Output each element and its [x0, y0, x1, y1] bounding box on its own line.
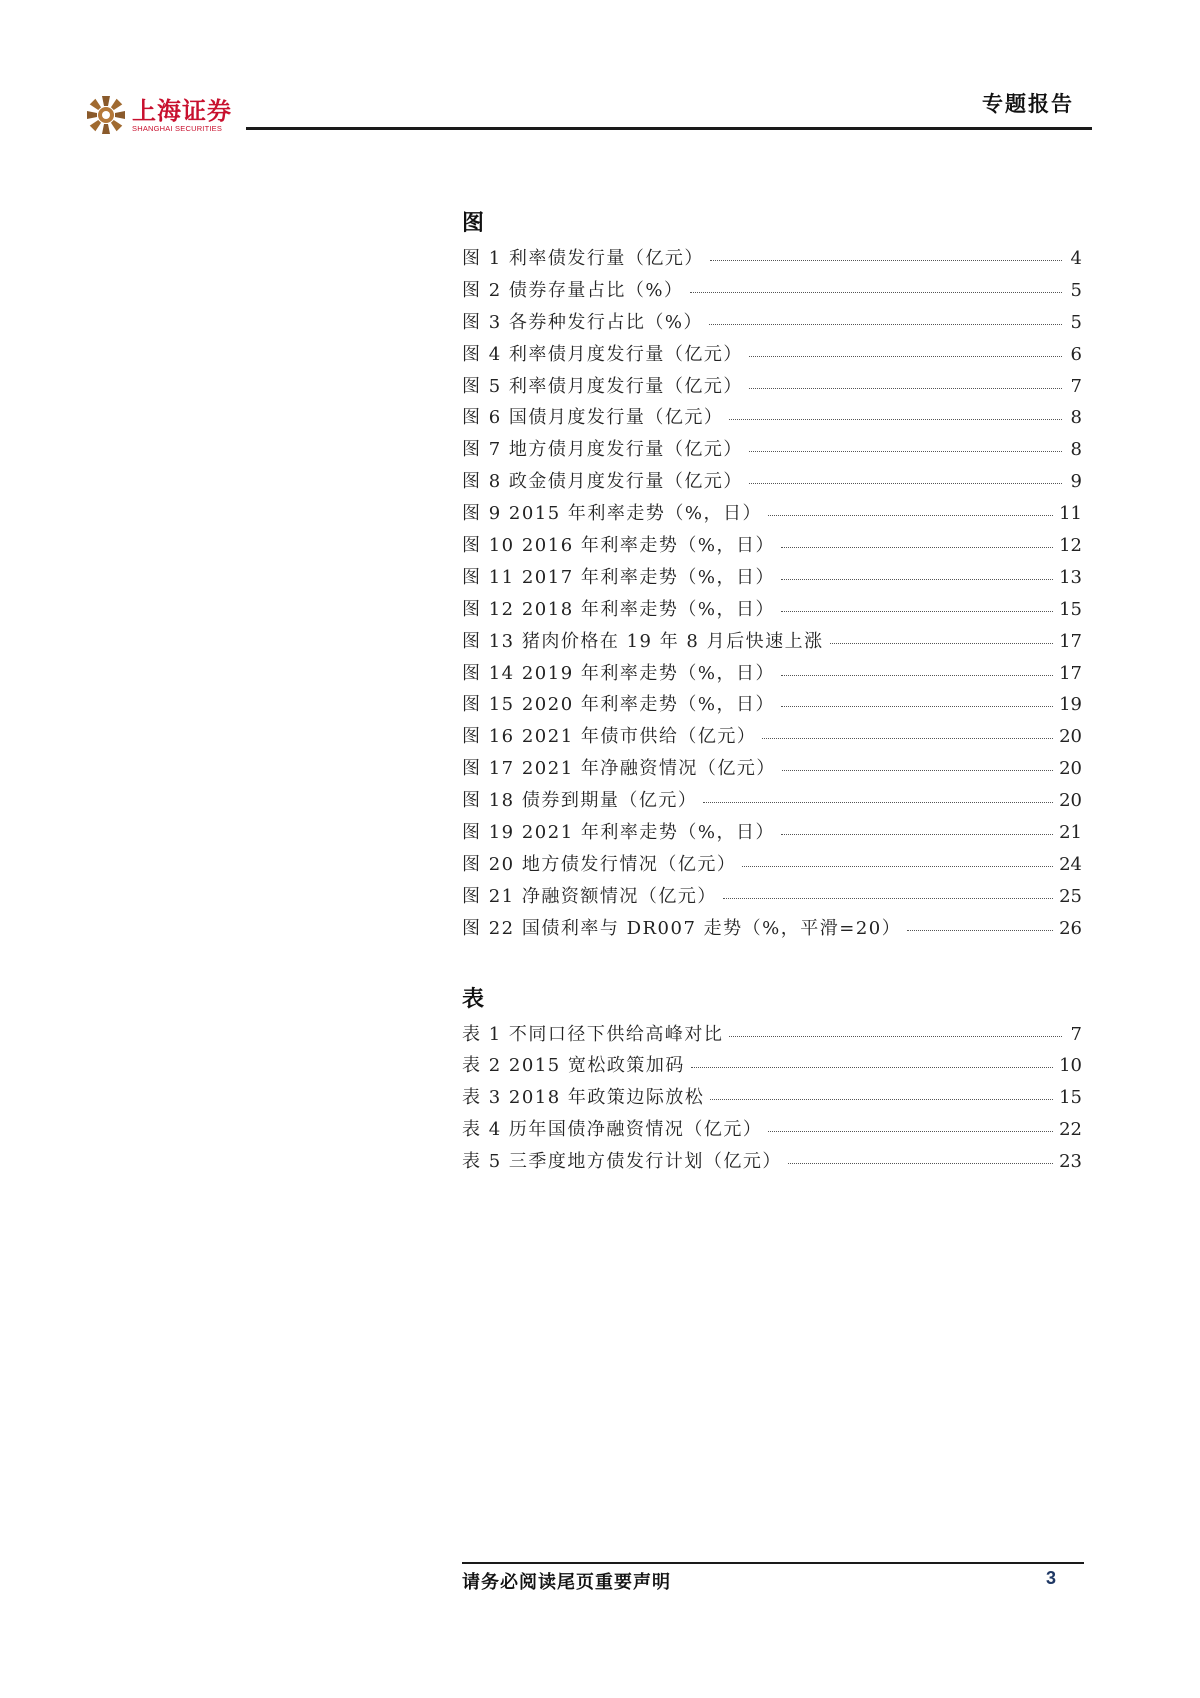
figure-toc-entry-page: 17 — [1059, 662, 1082, 684]
figure-toc-entry[interactable] — [462, 785, 1082, 817]
figure-toc-entry[interactable] — [462, 466, 1082, 498]
logo-chinese-name: 上海证券 — [132, 96, 232, 125]
figure-toc-entry-label: 图 3 各券种发行占比（%） — [462, 311, 703, 333]
footer-disclaimer: 请务必阅读尾页重要声明 — [462, 1572, 671, 1593]
figure-toc-entry-page: 21 — [1059, 822, 1082, 844]
figure-toc-entry-label: 图 11 2017 年利率走势（%，日） — [462, 566, 775, 588]
figure-toc-entry-page: 17 — [1059, 630, 1082, 652]
dot-leader — [768, 515, 1053, 516]
table-of-contents — [462, 205, 1082, 1178]
dot-leader — [749, 356, 1062, 357]
figure-toc-entry-page: 4 — [1070, 248, 1082, 269]
figure-toc-entry-page: 24 — [1059, 853, 1082, 875]
figure-toc-entry-page: 8 — [1070, 407, 1082, 429]
dot-leader — [690, 292, 1063, 293]
figure-toc-entry-label: 图 7 地方债月度发行量（亿元） — [462, 439, 743, 461]
figure-toc-entry-page: 12 — [1059, 535, 1082, 557]
dot-leader — [749, 451, 1062, 452]
table-toc-entry-page: 15 — [1059, 1087, 1082, 1109]
dot-leader — [781, 611, 1053, 612]
figure-toc-entry-label: 图 9 2015 年利率走势（%，日） — [462, 503, 763, 525]
figure-toc-entry-label: 图 18 债券到期量（亿元） — [462, 790, 698, 812]
dot-leader — [749, 483, 1062, 484]
figure-toc-entry-page: 26 — [1059, 917, 1082, 939]
dot-leader — [710, 1099, 1053, 1100]
figure-toc-entry-label: 图 19 2021 年利率走势（%，日） — [462, 822, 775, 844]
dot-leader — [729, 419, 1062, 420]
dot-leader — [710, 260, 1062, 261]
dot-leader — [723, 898, 1053, 899]
tables-section-title: 表 — [462, 986, 485, 1012]
table-toc-entry-label: 表 5 三季度地方债发行计划（亿元） — [462, 1151, 782, 1173]
table-toc-entry[interactable] — [462, 1146, 1082, 1178]
figure-toc-entry-label: 图 2 债券存量占比（%） — [462, 279, 684, 301]
dot-leader — [781, 675, 1053, 676]
table-toc-entry-page: 23 — [1059, 1151, 1082, 1173]
dot-leader — [781, 706, 1053, 707]
figure-toc-entry[interactable] — [462, 689, 1082, 721]
page-header — [0, 0, 1200, 140]
figure-toc-entry[interactable] — [462, 307, 1082, 339]
figure-toc-entry[interactable] — [462, 530, 1082, 562]
header-divider — [246, 127, 1092, 130]
figure-toc-entry-label: 图 16 2021 年债市供给（亿元） — [462, 726, 757, 748]
figure-toc-entry-label: 图 17 2021 年净融资情况（亿元） — [462, 758, 776, 780]
table-toc-entry-label: 表 4 历年国债净融资情况（亿元） — [462, 1119, 763, 1141]
figures-section-title: 图 — [462, 211, 485, 236]
figure-toc-entry[interactable] — [462, 562, 1082, 594]
figure-toc-entry-label: 图 5 利率债月度发行量（亿元） — [462, 375, 743, 397]
report-type-label: 专题报告 — [982, 92, 1074, 116]
figure-toc-entry-page: 5 — [1070, 311, 1082, 333]
figure-toc-entry[interactable] — [462, 817, 1082, 849]
figure-toc-entry[interactable] — [462, 371, 1082, 403]
company-logo — [86, 93, 232, 137]
dot-leader — [729, 1036, 1062, 1037]
figure-toc-entry[interactable] — [462, 339, 1082, 371]
footer-divider — [462, 1562, 1084, 1564]
figure-toc-entry[interactable] — [462, 434, 1082, 466]
tables-list — [462, 1019, 1082, 1178]
figure-toc-entry-page: 8 — [1070, 439, 1082, 461]
dot-leader — [691, 1067, 1053, 1068]
page-number: 3 — [1046, 1568, 1057, 1588]
figures-list — [462, 243, 1082, 945]
figure-toc-entry-label: 图 20 地方债发行情况（亿元） — [462, 853, 737, 875]
figure-toc-entry[interactable] — [462, 913, 1082, 945]
figure-toc-entry[interactable] — [462, 881, 1082, 913]
table-toc-entry[interactable] — [462, 1050, 1082, 1082]
figure-toc-entry[interactable] — [462, 402, 1082, 434]
figure-toc-entry-page: 25 — [1059, 885, 1082, 907]
logo-english-name: SHANGHAI SECURITIES — [132, 123, 223, 133]
figure-toc-entry-label: 图 8 政金债月度发行量（亿元） — [462, 471, 743, 493]
table-toc-entry[interactable] — [462, 1019, 1082, 1051]
figure-toc-entry[interactable] — [462, 243, 1082, 275]
figure-toc-entry-page: 6 — [1070, 343, 1082, 365]
dot-leader — [768, 1131, 1053, 1132]
figure-toc-entry-page: 11 — [1059, 503, 1082, 525]
dot-leader — [703, 802, 1053, 803]
figure-toc-entry[interactable] — [462, 753, 1082, 785]
figure-toc-entry[interactable] — [462, 849, 1082, 881]
dot-leader — [781, 834, 1053, 835]
figure-toc-entry-label: 图 13 猪肉价格在 19 年 8 月后快速上涨 — [462, 630, 824, 652]
table-toc-entry-label: 表 3 2018 年政策边际放松 — [462, 1087, 705, 1109]
figure-toc-entry-page: 20 — [1059, 758, 1082, 780]
dot-leader — [830, 643, 1054, 644]
figure-toc-entry-label: 图 6 国债月度发行量（亿元） — [462, 407, 724, 429]
figure-toc-entry-page: 7 — [1070, 375, 1082, 397]
figure-toc-entry[interactable] — [462, 658, 1082, 690]
figure-toc-entry-page: 9 — [1070, 471, 1082, 493]
figure-toc-entry-page: 13 — [1059, 566, 1082, 588]
dot-leader — [907, 930, 1053, 931]
dot-leader — [788, 1163, 1053, 1164]
figure-toc-entry-label: 图 15 2020 年利率走势（%，日） — [462, 694, 775, 716]
logo-emblem-icon — [86, 95, 126, 135]
figure-toc-entry-page: 20 — [1059, 726, 1082, 748]
figure-toc-entry[interactable] — [462, 721, 1082, 753]
dot-leader — [781, 579, 1053, 580]
table-toc-entry-page: 10 — [1059, 1055, 1082, 1077]
dot-leader — [762, 738, 1053, 739]
figure-toc-entry-page: 19 — [1059, 694, 1082, 716]
dot-leader — [742, 866, 1053, 867]
table-toc-entry-page: 22 — [1059, 1119, 1082, 1141]
figure-toc-entry[interactable] — [462, 275, 1082, 307]
table-toc-entry-label: 表 1 不同口径下供给高峰对比 — [462, 1023, 724, 1045]
figure-toc-entry[interactable] — [462, 626, 1082, 658]
dot-leader — [781, 547, 1053, 548]
figure-toc-entry-label: 图 14 2019 年利率走势（%，日） — [462, 662, 775, 684]
figure-toc-entry-label: 图 4 利率债月度发行量（亿元） — [462, 343, 743, 365]
figure-toc-entry-page: 20 — [1059, 790, 1082, 812]
figure-toc-entry-label: 图 22 国债利率与 DR007 走势（%，平滑=20） — [462, 917, 902, 939]
figure-toc-entry-label: 图 12 2018 年利率走势（%，日） — [462, 598, 775, 620]
table-toc-entry-label: 表 2 2015 宽松政策加码 — [462, 1055, 685, 1077]
table-toc-entry[interactable] — [462, 1114, 1082, 1146]
figure-toc-entry[interactable] — [462, 594, 1082, 626]
figure-toc-entry-page: 5 — [1070, 279, 1082, 301]
table-toc-entry[interactable] — [462, 1082, 1082, 1114]
figure-toc-entry-label: 图 10 2016 年利率走势（%，日） — [462, 535, 775, 557]
table-toc-entry-page: 7 — [1070, 1023, 1082, 1045]
dot-leader — [709, 324, 1062, 325]
dot-leader — [749, 388, 1062, 389]
dot-leader — [782, 770, 1053, 771]
figure-toc-entry-page: 15 — [1059, 598, 1082, 620]
figure-toc-entry-label: 图 1 利率债发行量（亿元） — [462, 248, 704, 269]
figure-toc-entry[interactable] — [462, 498, 1082, 530]
figure-toc-entry-label: 图 21 净融资额情况（亿元） — [462, 885, 717, 907]
